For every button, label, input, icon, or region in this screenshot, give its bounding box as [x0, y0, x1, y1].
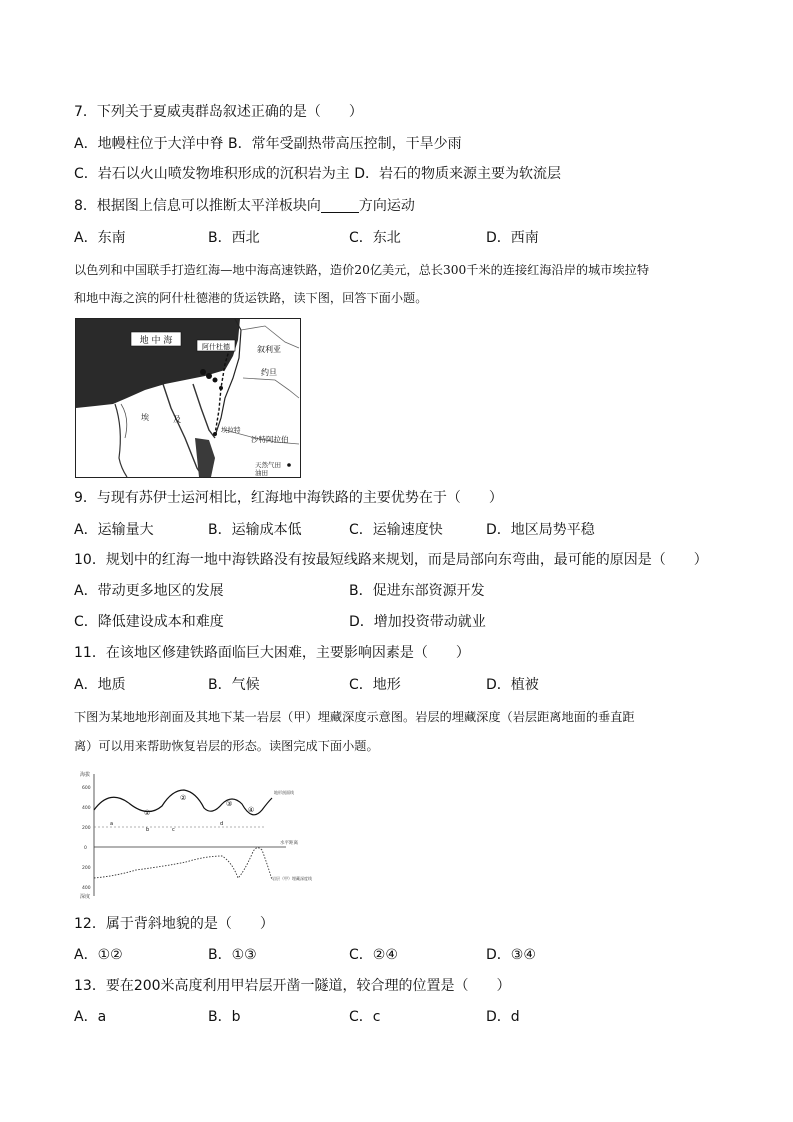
q8-stem-before: 8．根据图上信息可以推断太平洋板块向 [74, 198, 321, 214]
q13-option-c: C．c [349, 1009, 381, 1025]
q8-option-a: A．东南 [74, 230, 126, 246]
map-city-eilat: 埃拉特 [221, 426, 241, 434]
profile-y-top: 海拔 [80, 772, 91, 778]
q10-option-c: C．降低建设成本和难度 [74, 614, 224, 630]
q8-stem-after: 方向运动 [358, 198, 415, 214]
q8-option-d: D．西南 [486, 230, 539, 246]
profile-circle-1: ① [144, 809, 151, 817]
q9-option-d: D．地区局势平稳 [486, 522, 595, 538]
terrain-profile-svg [76, 770, 320, 900]
q13-option-d: D．d [486, 1009, 520, 1025]
profile-tick-0: 0 [84, 846, 87, 851]
map-legend-oil: 油田 [255, 469, 268, 477]
profile-y-bottom: 深度 [80, 894, 91, 900]
q10-option-d: D．增加投资带动就业 [349, 614, 486, 630]
map-country-egypt-1: 埃 [141, 413, 149, 422]
profile-circle-4: ④ [248, 806, 255, 814]
q9-option-a: A．运输量大 [74, 522, 154, 538]
q13-options [74, 1007, 734, 1027]
map-legend-gas: 天然气田 [255, 461, 281, 469]
rail-intro-line-2: 和地中海之滨的阿什杜德港的货运铁路，读下图，回答下面小题。 [74, 291, 428, 305]
q10-option-b: B．促进东部资源开发 [349, 583, 485, 599]
profile-intro-line-2: 离）可以用来帮助恢复岩层的形态。读图完成下面小题。 [74, 739, 379, 753]
profile-tick-400-depth: 400 [82, 886, 91, 891]
q13-stem: 13．要在200米高度利用甲岩层开凿一隧道，较合理的位置是（ ） [74, 978, 511, 994]
profile-tick-200-depth: 200 [82, 866, 91, 871]
q8-option-c: C．东北 [349, 230, 401, 246]
profile-x-axis: 水平距离 [280, 841, 298, 846]
q9-stem: 9．与现有苏伊士运河相比，红海地中海铁路的主要优势在于（ ） [74, 490, 503, 506]
q9-option-b: B．运输成本低 [208, 522, 302, 538]
map-legend-gas-dot [287, 463, 291, 467]
q11-option-d: D．植被 [486, 677, 539, 693]
map-sea-label: 地 中 海 [139, 336, 173, 346]
profile-tick-200: 200 [82, 826, 91, 831]
q9-options [74, 520, 734, 540]
q10-stem: 10．规划中的红海一地中海铁路没有按最短线路来规划，而是局部向东弯曲，最可能的原因是（ ） [74, 552, 708, 568]
profile-point-c: c [172, 827, 175, 833]
profile-legend-surface: 地形剖面线 [274, 790, 294, 795]
q11-option-c: C．地形 [349, 677, 401, 693]
q13-option-a: A．a [74, 1009, 107, 1025]
q11-options [74, 675, 734, 695]
q10-option-a: A．带动更多地区的发展 [74, 583, 224, 599]
rail-intro-line-1: 以色列和中国联手打造红海—地中海高速铁路，造价20亿美元，总长300千米的连接红海沿岸的城市埃拉特 [74, 263, 650, 277]
q11-option-a: A．地质 [74, 677, 126, 693]
profile-point-a: a [110, 821, 114, 827]
q12-option-d: D．③④ [486, 947, 536, 963]
profile-intro-line-1: 下图为某地地形剖面及其地下某一岩层（甲）埋藏深度示意图。岩层的埋藏深度（岩层距离地面的垂直距 [74, 710, 635, 724]
q8-stem [74, 196, 415, 216]
q8-option-b: B．西北 [208, 230, 260, 246]
q8-blank [321, 198, 359, 213]
profile-tick-600: 600 [82, 786, 91, 791]
profile-circle-2: ② [180, 794, 187, 802]
profile-point-d: d [220, 821, 224, 827]
q7-stem: 7．下列关于夏威夷群岛叙述正确的是（ ） [74, 104, 363, 120]
map-country-egypt-2: 及 [173, 415, 181, 424]
q10-options-row1 [74, 581, 734, 601]
q12-option-c: C．②④ [349, 947, 398, 963]
terrain-profile [76, 770, 320, 900]
q10-options-row2 [74, 612, 734, 632]
q7-option-line-a: A．地幔柱位于大洋中脊 B．常年受副热带高压控制，干旱少雨 [74, 136, 462, 152]
q12-options [74, 945, 734, 965]
profile-legend-rock: 岩层（甲）埋藏深度线 [272, 876, 312, 881]
map-country-saudi: 沙特阿拉伯 [251, 435, 289, 444]
rail-map [75, 318, 301, 478]
profile-tick-400: 400 [82, 806, 91, 811]
q8-options [74, 228, 734, 248]
map-port-label: 阿什杜德 [202, 343, 230, 351]
q12-option-b: B．①③ [208, 947, 257, 963]
map-country-jordan: 约旦 [261, 368, 277, 377]
rail-map-svg [75, 318, 301, 478]
map-country-syria: 叙利亚 [257, 345, 281, 354]
q11-option-b: B．气候 [208, 677, 260, 693]
q12-stem: 12．属于背斜地貌的是（ ） [74, 916, 274, 932]
q12-option-a: A．①② [74, 947, 123, 963]
q11-stem: 11．在该地区修建铁路面临巨大困难，主要影响因素是（ ） [74, 645, 470, 661]
q13-option-b: B．b [208, 1009, 241, 1025]
profile-point-b: b [146, 827, 150, 833]
profile-circle-3: ③ [226, 800, 233, 808]
q9-option-c: C．运输速度快 [349, 522, 443, 538]
q7-option-line-c: C．岩石以火山喷发物堆积形成的沉积岩为主 D．岩石的物质来源主要为软流层 [74, 166, 562, 182]
